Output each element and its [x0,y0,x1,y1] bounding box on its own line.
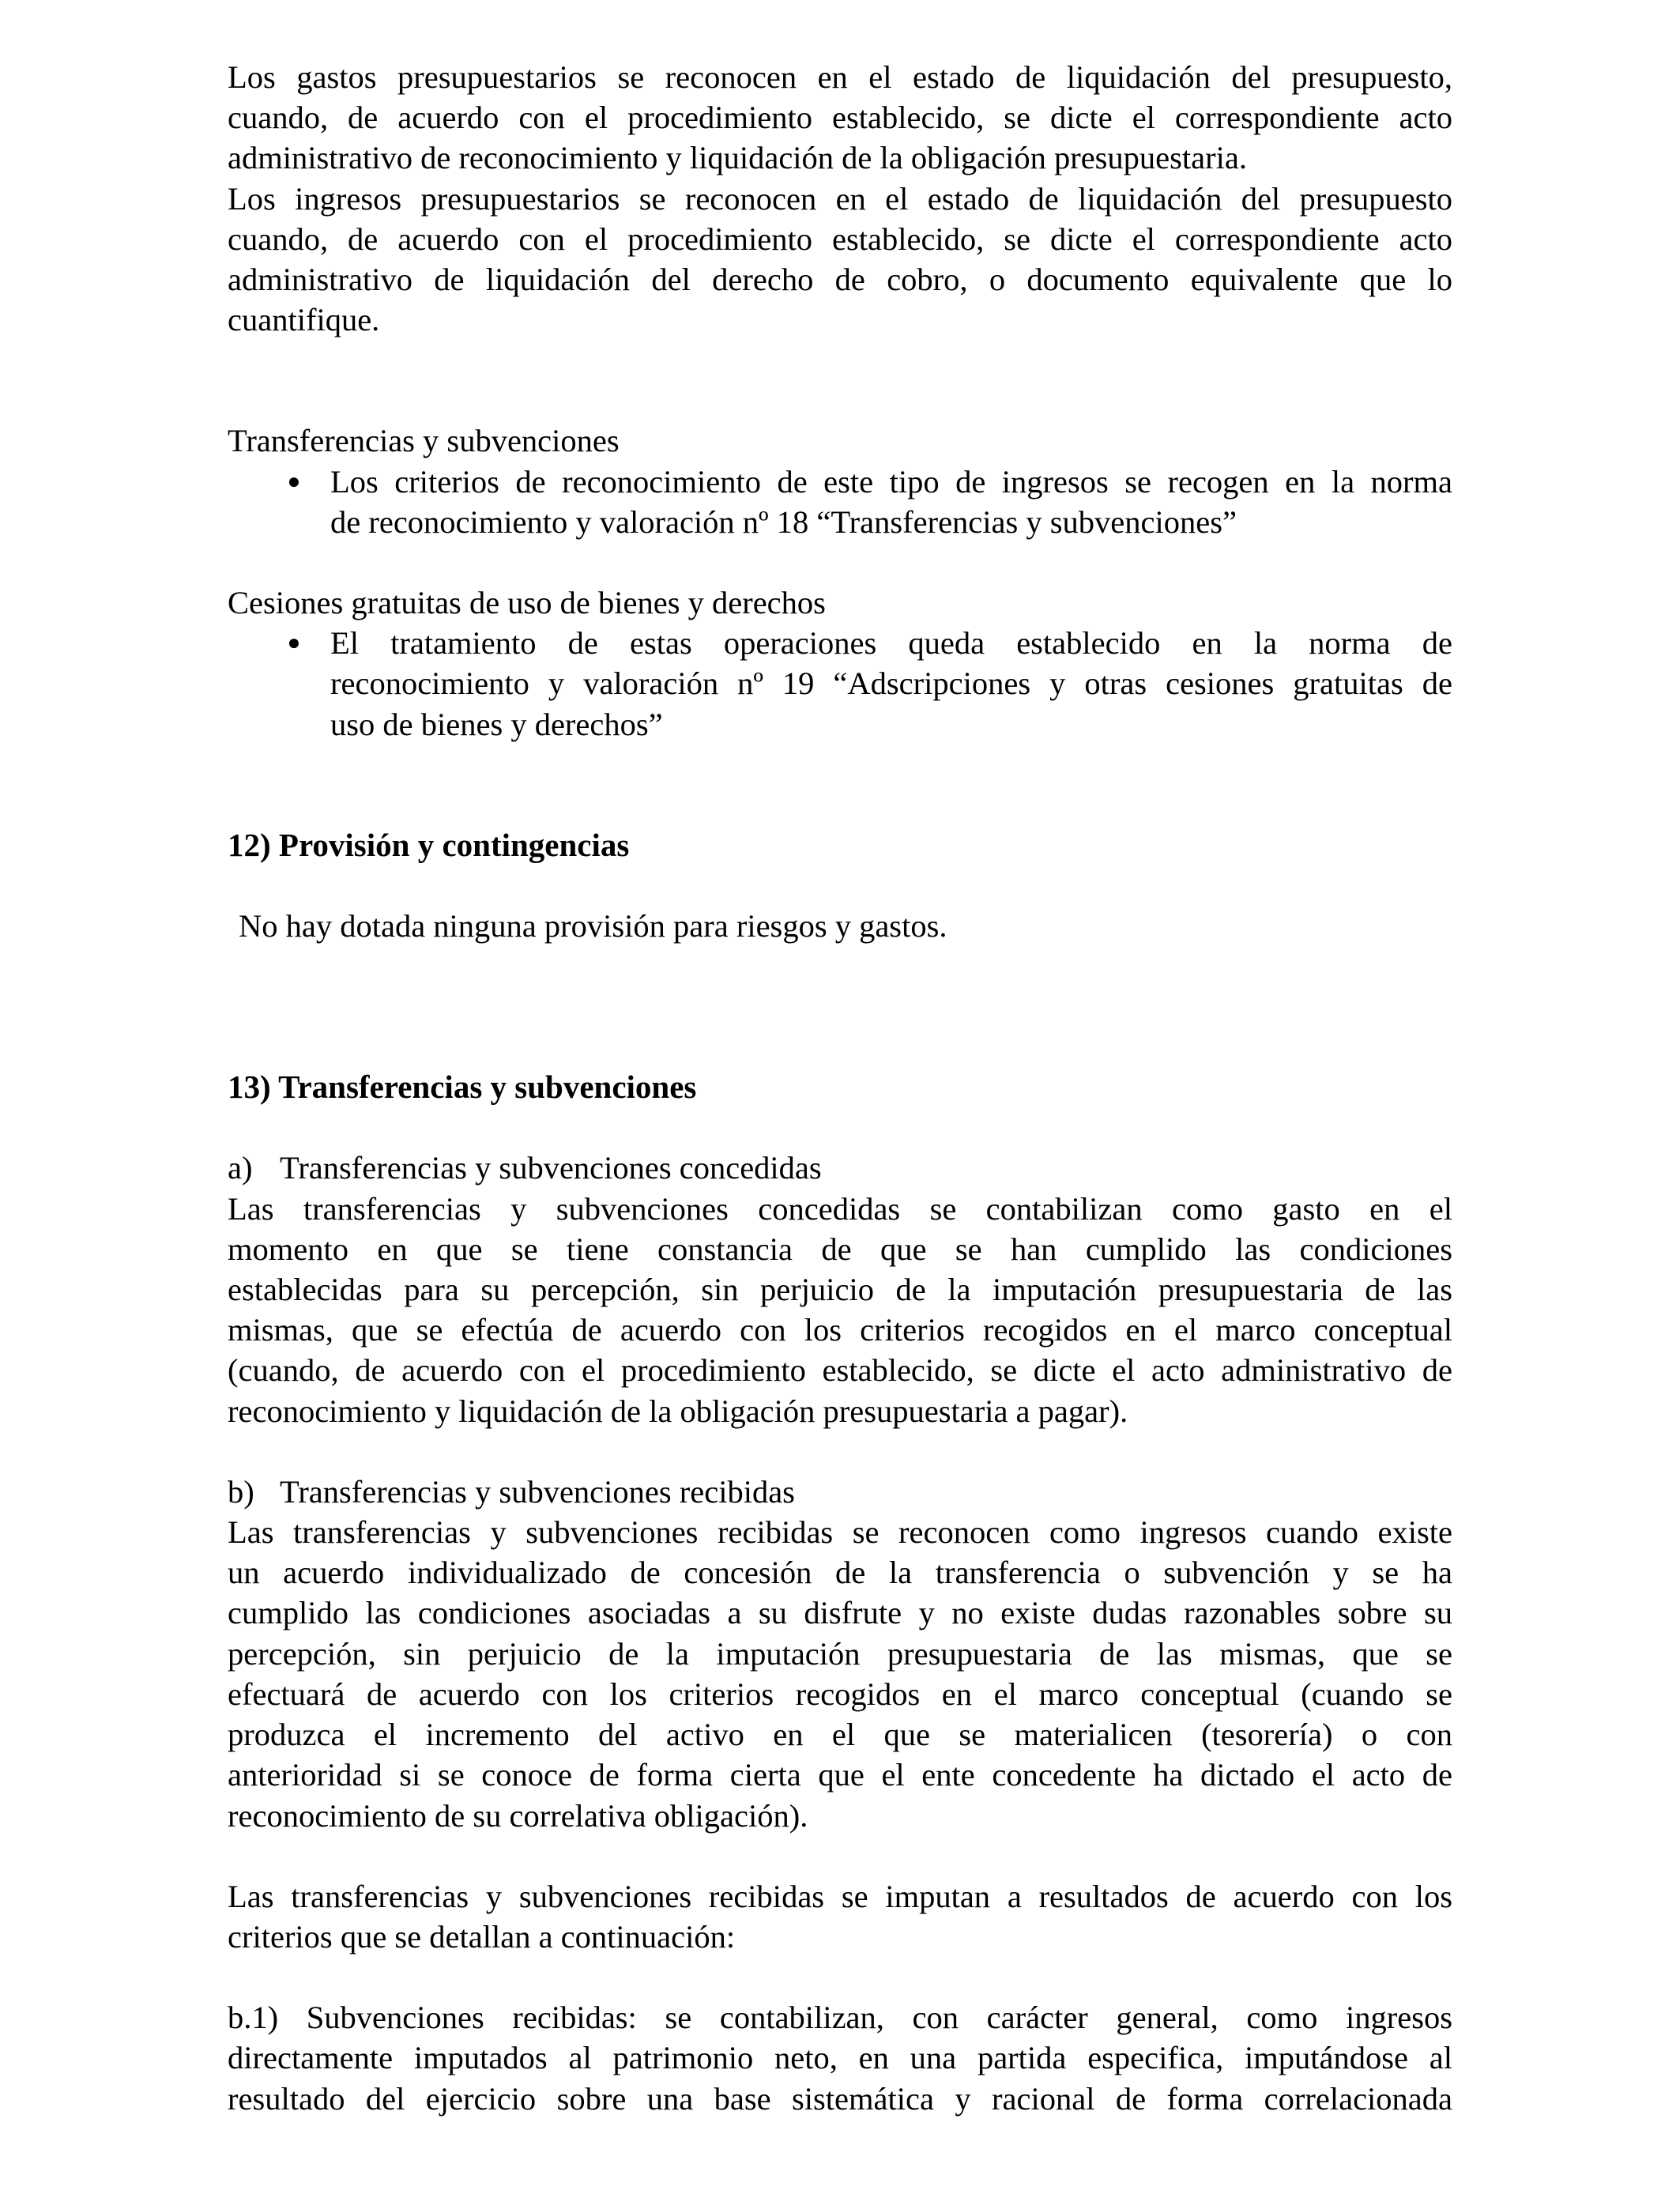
text-line: reconocimiento y liquidación de la obligación presupuestaria a pagar). [228,1393,1128,1429]
text-line: Los gastos presupuestarios se reconocen en el estado de liquidación del presupuesto, [228,59,1452,95]
document-page [228,57,1452,2119]
text-line: efectuará de acuerdo con los criterios recogidos en el marco conceptual (cuando se [228,1676,1452,1712]
section-heading-13: 13) Transferencias y subvenciones [228,1069,697,1106]
text-line: Los ingresos presupuestarios se reconocen en el estado de liquidación del presupuesto [228,180,1452,217]
subsection-b-label: b) [228,1473,254,1510]
text-line: produzca el incremento del activo en el que se materialicen (tesorería) o con [228,1717,1452,1753]
text-line: administrativo de liquidación del derecho de cobro, o documento equivalente que lo [228,262,1452,298]
text-line: mismas, que se efectúa de acuerdo con los criterios recogidos en el marco conceptual [228,1312,1452,1348]
text-line: b.1) Subvenciones recibidas: se contabilizan, con carácter general, como ingresos [228,2000,1452,2036]
text-line: criterios que se detallan a continuación: [228,1918,736,1955]
text-line: de reconocimiento y valoración nº 18 “Transferencias y subvenciones” [330,503,1237,540]
subtitle-transferencias: Transferencias y subvenciones [228,423,620,459]
paragraph-ingresos [228,179,1452,341]
section-heading-12: 12) Provisión y contingencias [228,826,630,863]
paragraph-imputan [228,1876,1452,1957]
text-line: Las transferencias y subvenciones recibidas se reconocen como ingresos cuando existe [228,1514,1452,1551]
subsection-a-label: a) [228,1150,253,1186]
text-line: administrativo de reconocimiento y liquidación de la obligación presupuestaria. [228,140,1247,176]
text-line: cuando, de acuerdo con el procedimiento establecido, se dicte el correspondiente acto [228,221,1452,257]
text-line: percepción, sin perjuicio de la imputación presupuestaria de las mismas, que se [228,1635,1452,1672]
text-line: anterioridad si se conoce de forma cierta que el ente concedente ha dictado el acto de [228,1757,1452,1793]
text-line: Las transferencias y subvenciones recibidas se imputan a resultados de acuerdo con los [228,1878,1452,1914]
paragraph-gastos [228,57,1452,179]
text-line: cumplido las condiciones asociadas a su disfrute y no existe dudas razonables sobre su [228,1595,1452,1631]
text-line: directamente imputados al patrimonio neto, en una partida especifica, imputándose al [228,2040,1452,2076]
subsection-a-text: Transferencias y subvenciones concedidas [280,1150,822,1186]
text-line: reconocimiento de su correlativa obligación). [228,1797,808,1834]
text-line: Las transferencias y subvenciones concedidas se contabilizan como gasto en el [228,1190,1452,1227]
text-line: uso de bienes y derechos” [330,706,663,742]
paragraph-concedidas [228,1189,1452,1431]
bullet-item-cesiones [228,623,1452,745]
subtitle-cesiones: Cesiones gratuitas de uso de bienes y derechos [228,585,826,621]
text-line: El tratamiento de estas operaciones queda establecido en la norma de [330,625,1452,662]
subsection-b-text: Transferencias y subvenciones recibidas [280,1473,795,1510]
text-line: momento en que se tiene constancia de que se han cumplido las condiciones [228,1231,1452,1267]
section-12-text: No hay dotada ninguna provisión para riesgos y gastos. [239,908,947,944]
text-line: cuantifique. [228,302,380,338]
bullet-icon: ● [287,631,301,656]
text-line: un acuerdo individualizado de concesión de la transferencia o subvención y se ha [228,1555,1452,1591]
text-line: cuando, de acuerdo con el procedimiento establecido, se dicte el correspondiente acto [228,100,1452,136]
text-line: (cuando, de acuerdo con el procedimiento establecido, se dicte el acto administrativo de [228,1352,1452,1389]
bullet-item-transferencias [228,462,1452,542]
text-line: resultado del ejercicio sobre una base sistemática y racional de forma correlacionada [228,2080,1452,2117]
subsection-a-title [228,1148,1452,1188]
text-line: establecidas para su percepción, sin perjuicio de la imputación presupuestaria de las [228,1272,1452,1308]
text-line: Los criterios de reconocimiento de este tipo de ingresos se recogen en la norma [330,463,1452,499]
text-line: reconocimiento y valoración nº 19 “Adscripciones y otras cesiones gratuitas de [330,665,1452,702]
bullet-icon: ● [287,469,301,494]
paragraph-recibidas [228,1512,1452,1836]
paragraph-b1 [228,1997,1452,2119]
subsection-b-title [228,1472,1452,1512]
